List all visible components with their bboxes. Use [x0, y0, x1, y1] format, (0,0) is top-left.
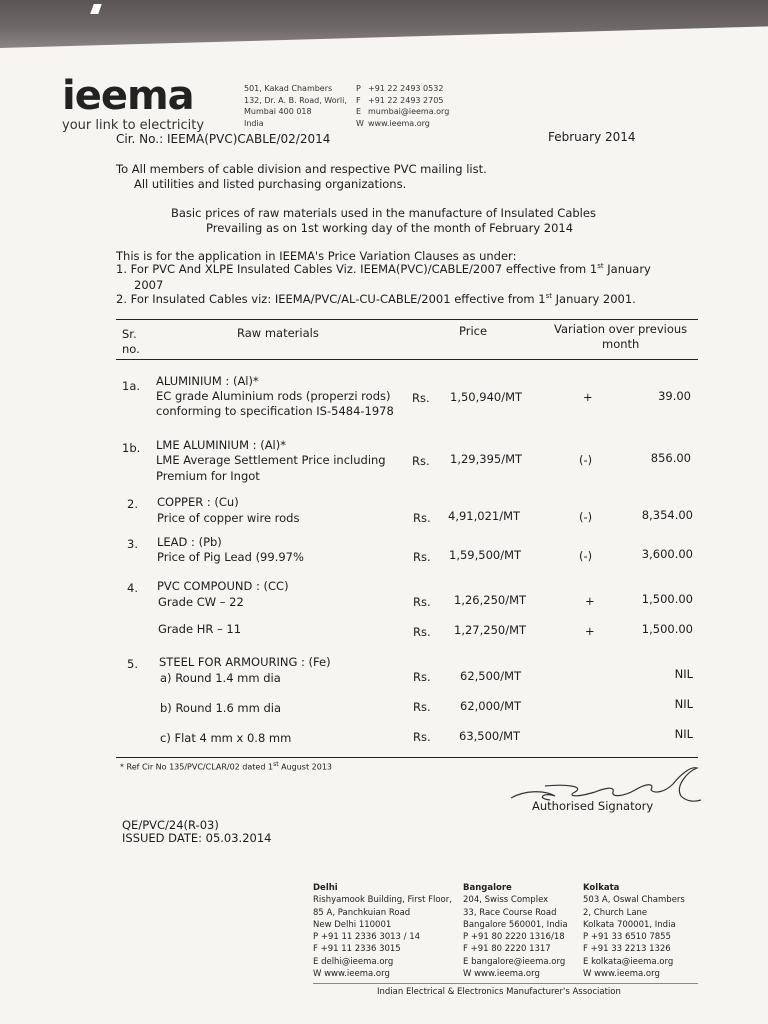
col-variation-header: Variation over previous: [554, 322, 688, 336]
table-header-rule: [116, 359, 698, 360]
row-3-variation: 3,600.00: [641, 547, 693, 561]
row-4-title: PVC COMPOUND : (CC): [157, 579, 289, 593]
row-2-rs: Rs.: [413, 511, 431, 525]
row-1a-price: 1,50,940/MT: [450, 390, 523, 404]
row-5a-desc: a) Round 1.4 mm dia: [160, 671, 281, 685]
top-scan-band: [0, 0, 768, 48]
row-4-desc: Grade CW – 22: [158, 595, 244, 609]
row-5c-variation: NIL: [674, 727, 693, 741]
row-1a-title: ALUMINIUM : (Al)*: [156, 374, 259, 388]
row-5a-price: 62,500/MT: [460, 669, 522, 683]
row-3-desc: Price of Pig Lead (99.97%: [157, 550, 304, 564]
address-line: India: [244, 118, 264, 128]
subject-line-2: Prevailing as on 1st working day of the month of February 2014: [206, 221, 574, 235]
row-1a-no: 1a.: [122, 379, 141, 393]
clause-1-year: 2007: [134, 278, 164, 292]
addressee-line-2: All utilities and listed purchasing organizations.: [134, 177, 407, 191]
row-1b-rs: Rs.: [412, 454, 430, 468]
row-1a-sign: +: [583, 390, 593, 404]
col-raw-header: Raw materials: [237, 326, 319, 340]
row-2-no: 2.: [127, 497, 138, 511]
row-1a-desc: EC grade Aluminium rods (properzi rods): [156, 389, 391, 403]
logo-wordmark: ieema: [62, 73, 194, 119]
row-5c-desc: c) Flat 4 mm x 0.8 mm: [160, 731, 292, 745]
office-city: Kolkata: [583, 883, 620, 893]
addressee-line-1: To All members of cable division and respective PVC mailing list.: [116, 162, 487, 176]
clause-2: 2. For Insulated Cables viz: IEEMA/PVC/AL-CU-CABLE/2001 effective from 1st January 2001.: [116, 292, 636, 306]
row-5c-rs: Rs.: [413, 730, 431, 744]
row-5b-rs: Rs.: [413, 700, 431, 714]
letterhead-address: [244, 83, 347, 129]
row-3-price: 1,59,500/MT: [449, 548, 522, 562]
row-4b-desc: Grade HR – 11: [158, 622, 242, 636]
table-top-rule: [116, 319, 698, 320]
row-1a-variation: 39.00: [658, 389, 691, 403]
col-srno-header: Sr.: [122, 327, 137, 341]
row-1b-title: LME ALUMINIUM : (Al)*: [156, 438, 286, 452]
row-2-desc: Price of copper wire rods: [157, 511, 300, 525]
ieema-logo: [62, 73, 205, 133]
row-5a-variation: NIL: [674, 667, 693, 681]
row-2-title: COPPER : (Cu): [157, 495, 239, 509]
row-1b-sign: (-): [579, 453, 593, 467]
row-1a-desc-2: conforming to specification IS-5484-1978: [156, 404, 394, 418]
row-3-no: 3.: [127, 537, 138, 551]
row-5b-variation: NIL: [674, 697, 693, 711]
row-2-variation: 8,354.00: [641, 508, 693, 522]
office-delhi: Delhi Rishyamook Building, First Floor, 85 A, Panchkuian Road New Delhi 110001 P +91 11 2336 3013 / 14 F +91 11 2336 3015 E delhi@ieema.org W www.ieema.org: [313, 883, 452, 980]
issued-date: ISSUED DATE: 05.03.2014: [122, 831, 272, 845]
col-price-header: Price: [459, 324, 488, 338]
row-4-sign: +: [585, 594, 595, 608]
office-kolkata: Kolkata 503 A, Oswal Chambers 2, Church Lane Kolkata 700001, India P +91 33 6510 7855 F +91 33 2213 1326 E kolkata@ieema.org W www.ieema.org: [583, 883, 685, 980]
doc-reference: QE/PVC/24(R-03): [122, 818, 219, 832]
row-4-rs: Rs.: [413, 595, 431, 609]
table-footnote: * Ref Cir No 135/PVC/CLAR/02 dated 1st August 2013: [120, 761, 332, 772]
row-2-price: 4,91,021/MT: [448, 509, 521, 523]
office-bangalore: Bangalore 204, Swiss Complex 33, Race Course Road Bangalore 560001, India P +91 80 2220 1316/18 F +91 80 2220 1317 E bangalore@ieema.org W www.ieema.org: [463, 883, 568, 980]
row-5b-desc: b) Round 1.6 mm dia: [160, 701, 282, 715]
row-4-price: 1,26,250/MT: [454, 593, 527, 607]
intro-text: This is for the application in IEEMA's Price Variation Clauses as under:: [116, 249, 517, 263]
authorised-signatory: Authorised Signatory: [532, 799, 654, 813]
row-1a-rs: Rs.: [412, 391, 430, 405]
address-line: 501, Kakad Chambers: [244, 84, 333, 93]
row-1b-variation: 856.00: [650, 451, 691, 465]
row-3-title: LEAD : (Pb): [157, 535, 222, 549]
row-4b-variation: 1,500.00: [641, 622, 693, 636]
letterhead-contacts: P +91 22 2493 0532 F +91 22 2493 2705 E mumbai@ieema.org W www.ieema.org: [356, 84, 450, 128]
circular-date: February 2014: [548, 130, 636, 144]
row-4b-sign: +: [585, 624, 595, 638]
row-5-no: 5.: [127, 657, 138, 671]
row-4-variation: 1,500.00: [641, 592, 693, 606]
row-5a-rs: Rs.: [413, 670, 431, 684]
fax: +91 22 2493 2705: [368, 95, 444, 105]
row-1b-desc: LME Average Settlement Price including: [156, 453, 386, 467]
office-city: Bangalore: [463, 883, 512, 893]
row-4-no: 4.: [127, 581, 138, 595]
office-city: Delhi: [313, 883, 338, 893]
email: mumbai@ieema.org: [368, 107, 450, 116]
table-bottom-rule: [116, 757, 698, 758]
phone: +91 22 2493 0532: [368, 84, 444, 93]
clause-1: 1. For PVC And XLPE Insulated Cables Viz. IEEMA(PVC)/CABLE/2007 effective from 1st January: [116, 262, 651, 276]
address-line: Mumbai 400 018: [244, 107, 312, 116]
logo-tagline: your link to electricity: [62, 118, 205, 133]
row-1b-desc-2: Premium for Ingot: [156, 469, 260, 483]
association-name: Indian Electrical & Electronics Manufacturer's Association: [377, 987, 621, 997]
row-1b-price: 1,29,395/MT: [450, 452, 523, 466]
circular-number: Cir. No.: IEEMA(PVC)CABLE/02/2014: [116, 132, 331, 146]
row-1b-no: 1b.: [122, 441, 141, 455]
row-5-title: STEEL FOR ARMOURING : (Fe): [159, 655, 331, 669]
website: www.ieema.org: [368, 118, 430, 128]
row-5b-price: 62,000/MT: [460, 699, 522, 713]
footer-rule: [313, 983, 698, 984]
col-srno-header-2: no.: [122, 342, 140, 356]
address-line: 132, Dr. A. B. Road, Worli,: [244, 95, 347, 105]
subject-line-1: Basic prices of raw materials used in the manufacture of Insulated Cables: [171, 206, 596, 220]
row-4b-price: 1,27,250/MT: [454, 623, 527, 637]
row-3-rs: Rs.: [413, 550, 431, 564]
row-5c-price: 63,500/MT: [459, 729, 521, 743]
col-variation-header-2: month: [602, 337, 640, 351]
row-2-sign: (-): [579, 510, 593, 524]
row-4b-rs: Rs.: [413, 625, 431, 639]
row-3-sign: (-): [579, 549, 593, 563]
